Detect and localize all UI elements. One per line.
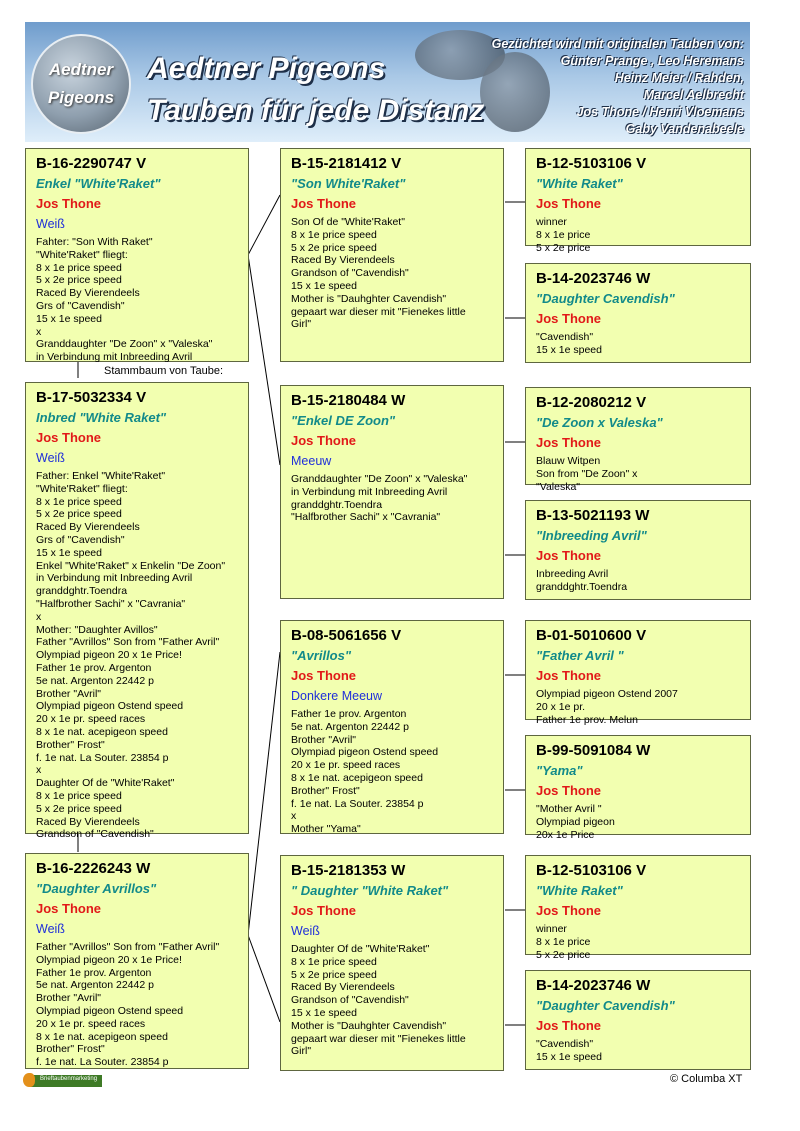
breeder-name: Jos Thone: [291, 903, 357, 918]
ring-number: B-16-2290747 V: [36, 155, 147, 172]
pigeon-info: Father "Avrillos" Son from "Father Avril" Olympiad pigeon 20 x 1e Price! Father 1e prov. Argenton 5e nat. Argenton 22442 p Brother "Avril" Olympiad pigeon Ostend speed 20 x 1e pr. speed races 8 x 1e nat. acepigeon speed Brother" Frost" f. 1e nat. La Souter. 23854 p: [36, 941, 220, 1069]
pigeon-color: Donkere Meeuw: [291, 689, 383, 703]
pigeon-card-ffm: [525, 263, 751, 363]
breeder-name: Jos Thone: [536, 903, 602, 918]
pigeon-color: Meeuw: [291, 454, 332, 468]
breeder-name: Jos Thone: [536, 783, 602, 798]
ring-number: B-14-2023746 W: [536, 270, 651, 287]
pigeon-name: "De Zoon x Valeska": [536, 415, 663, 430]
breeder-name: Jos Thone: [36, 901, 102, 916]
pigeon-info: "Cavendish" 15 x 1e speed: [536, 331, 602, 356]
pigeon-info: "Cavendish" 15 x 1e speed: [536, 1038, 602, 1063]
pigeon-card-mmf: [525, 855, 751, 961]
pedigree-label: Stammbaum von Taube:: [104, 365, 224, 377]
header-banner: [25, 22, 750, 142]
pigeon-name: "Inbreeding Avril": [536, 528, 647, 543]
footer-logo: [30, 1075, 102, 1087]
pigeon-card-fmm: [525, 500, 751, 600]
pigeon-color: Weiß: [36, 217, 65, 231]
breeder-name: Jos Thone: [36, 196, 102, 211]
ring-number: B-12-5103106 V: [536, 155, 647, 172]
ring-number: B-13-5021193 W: [536, 507, 650, 524]
ring-number: B-12-2080212 V: [536, 394, 647, 411]
ring-number: B-01-5010600 V: [536, 627, 647, 644]
ring-number: B-14-2023746 W: [536, 977, 651, 994]
pigeon-card-fff: [525, 148, 751, 254]
logo-text: Aedtner: [48, 60, 114, 79]
pigeon-name: "Daughter Cavendish": [536, 291, 675, 306]
ring-number: B-15-2180484 W: [291, 392, 406, 409]
pigeon-color: Weiß: [36, 451, 65, 465]
pigeon-card-mother: [25, 853, 249, 1069]
breeder-name: Jos Thone: [291, 196, 357, 211]
copyright: © Columba XT: [670, 1073, 743, 1085]
ring-number: B-16-2226243 W: [36, 860, 151, 877]
pigeon-info: "Mother Avril " Olympiad pigeon 20x 1e Price: [536, 803, 615, 841]
breeder-name: Jos Thone: [36, 430, 102, 445]
pigeon-card-mother-mother: [280, 855, 504, 1071]
breeder-name: Jos Thone: [291, 433, 357, 448]
pigeon-name: "Yama": [536, 763, 583, 778]
pigeon-card-main: [25, 382, 249, 841]
breeder-line: Günter Prange , Leo Heremans: [560, 54, 744, 68]
breeder-line: Jos Thone / Henri Vloemans: [576, 105, 744, 119]
pigeon-name: "White Raket": [536, 883, 623, 898]
pigeon-info: Blauw Witpen Son from "De Zoon" x "Valeska": [536, 455, 638, 493]
pigeon-card-mff: [525, 620, 751, 726]
page-title: Aedtner Pigeons: [147, 52, 386, 85]
breeder-line: Heinz Meier / Rahden,: [614, 71, 744, 85]
pigeon-name: "White Raket": [536, 176, 623, 191]
pigeon-info: winner 8 x 1e price 5 x 2e price: [536, 923, 591, 961]
pigeon-info: Father: Enkel "White'Raket" "White'Raket" fliegt: 8 x 1e price speed 5 x 2e price speed Raced By Vierendeels Grs of "Cavendish" 15 x 1e speed Enkel "White'Raket" x Enkelin "De Zoon" in Verbindung mit Inbreeding Avril granddghtr.Toendra "Halfbrother Sachi" x "Cavrania" x Mother: "Daughter Avillos" Father "Avrillos" Son from "Father Avril" Olympiad pigeon 20 x 1e Price! Father 1e prov. Argenton 5e nat. Argenton 22442 p Brother "Avril" Olympiad pigeon Ostend speed 20 x 1e pr. speed races 8 x 1e nat. acepigeon speed Brother" Frost" f. 1e nat. La Souter. 23854 p x Daughter Of de "White'Raket" 8 x 1e price speed 5 x 2e price speed Raced By Vierendeels Grandson of "Cavendish": [36, 470, 226, 841]
pigeon-info: winner 8 x 1e price 5 x 2e price: [536, 216, 591, 254]
pigeon-card-father: [25, 148, 249, 362]
connector-line: [248, 935, 280, 1022]
breeder-name: Jos Thone: [536, 1018, 602, 1033]
pigeon-name: "Son White'Raket": [291, 176, 406, 191]
pigeon-card-mother-father: [280, 620, 504, 834]
pigeon-card-father-father: [280, 148, 504, 362]
pigeon-info: Son Of de "White'Raket" 8 x 1e price speed 5 x 2e price speed Raced By Vierendeels Grandson of "Cavendish" 15 x 1e speed Mother is "Dauhghter Cavendish" gepaart war dieser mit "Fienekes little Girl": [291, 216, 466, 331]
pigeon-card-father-mother: [280, 385, 504, 599]
pigeon-color: Weiß: [36, 922, 65, 936]
breeder-line: Marcel Aelbrecht: [643, 88, 744, 102]
pigeon-name: "Enkel DE Zoon": [291, 413, 396, 428]
pigeon-card-mfm: [525, 735, 751, 841]
page-subtitle: Tauben für jede Distanz: [147, 94, 485, 127]
breeder-name: Jos Thone: [536, 311, 602, 326]
pigeon-info: Fahter: "Son With Raket" "White'Raket" fliegt: 8 x 1e price speed 5 x 2e price speed Raced By Vierendeels Grs of "Cavendish" 15 x 1e speed x Granddaughter "De Zoon" x "Valeska" in Verbindung mit Inbreeding Avril: [36, 236, 213, 364]
breeder-name: Jos Thone: [536, 668, 602, 683]
ring-number: B-17-5032334 V: [36, 389, 147, 406]
connector-line: [248, 255, 280, 465]
pigeon-info: Father 1e prov. Argenton 5e nat. Argenton 22442 p Brother "Avril" Olympiad pigeon Ostend speed 20 x 1e pr. speed races 8 x 1e nat. acepigeon speed Brother" Frost" f. 1e nat. La Souter. 23854 p x Mother "Yama": [291, 708, 439, 836]
pigeon-name: " Daughter "White Raket": [291, 883, 449, 898]
pigeon-info: Inbreeding Avril granddghtr.Toendra: [536, 568, 628, 593]
pigeon-card-mmm: [525, 970, 751, 1070]
logo-text: Pigeons: [47, 88, 115, 107]
footer-logo-text: Brieftaubenmarketing: [40, 1076, 98, 1082]
breeder-line: Gezüchtet wird mit originalen Tauben von:: [491, 37, 744, 51]
ring-number: B-15-2181412 V: [291, 155, 402, 172]
pigeon-name: "Daughter Avrillos": [36, 881, 157, 896]
logo: [31, 34, 131, 134]
ring-number: B-08-5061656 V: [291, 627, 402, 644]
pigeon-name: "Daughter Cavendish": [536, 998, 675, 1013]
breeder-name: Jos Thone: [536, 196, 602, 211]
pigeon-name: Inbred "White Raket": [36, 410, 167, 425]
breeder-line: Gaby Vandenabeele: [625, 122, 744, 136]
ring-number: B-12-5103106 V: [536, 862, 647, 879]
breeder-name: Jos Thone: [536, 548, 602, 563]
breeder-name: Jos Thone: [536, 435, 602, 450]
ring-number: B-15-2181353 W: [291, 862, 406, 879]
pigeon-info: Olympiad pigeon Ostend 2007 20 x 1e pr. Father 1e prov. Melun: [536, 688, 678, 726]
pigeon-name: "Avrillos": [291, 648, 352, 663]
connector-line: [248, 652, 280, 935]
pigeon-color: Weiß: [291, 924, 320, 938]
pigeon-info: Daughter Of de "White'Raket" 8 x 1e price speed 5 x 2e price speed Raced By Vierendeels Grandson of "Cavendish" 15 x 1e speed Mother is "Dauhghter Cavendish" gepaart war dieser mit "Fienekes little Girl": [291, 943, 466, 1058]
pigeon-card-fmf: [525, 387, 751, 493]
ring-number: B-99-5091084 W: [536, 742, 651, 759]
connector-line: [248, 195, 280, 255]
pigeon-name: "Father Avril ": [536, 648, 624, 663]
pigeon-info: Granddaughter "De Zoon" x "Valeska" in Verbindung mit Inbreeding Avril granddghtr.Toendra "Halfbrother Sachi" x "Cavrania": [291, 473, 468, 524]
bird-icon: [23, 1073, 35, 1087]
pigeon-name: Enkel "White'Raket": [36, 176, 161, 191]
breeder-name: Jos Thone: [291, 668, 357, 683]
breeder-list: [492, 36, 744, 138]
